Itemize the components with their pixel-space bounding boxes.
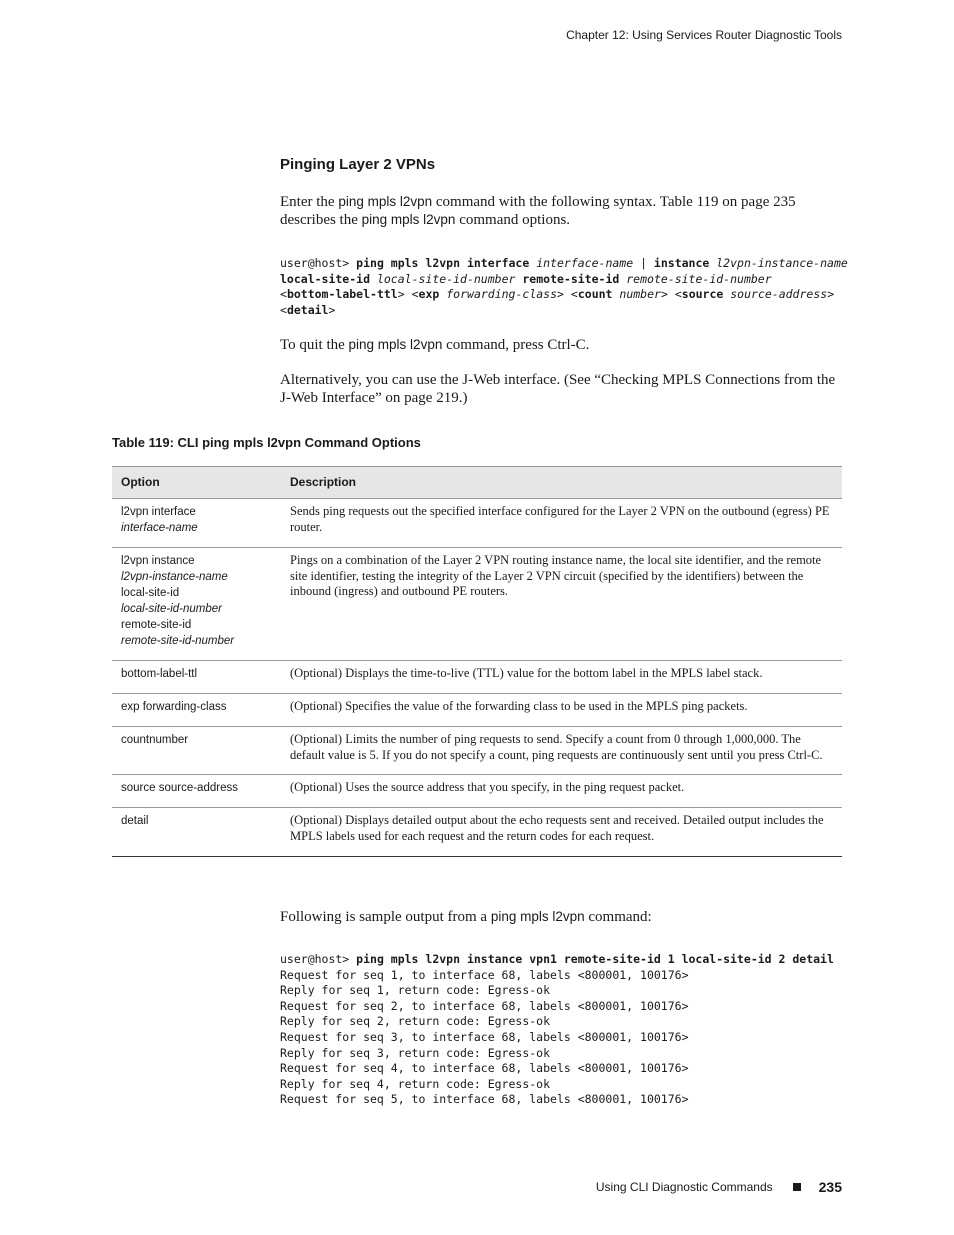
- output-line: Request for seq 4, to interface 68, labels <800001, 100176>: [280, 1061, 689, 1076]
- sample-prefix: Following is sample output from a: [280, 909, 491, 925]
- table-row: [112, 808, 842, 856]
- sample-paragraph: [280, 908, 842, 926]
- option-cell: [112, 694, 281, 727]
- sample-suffix: command:: [584, 909, 652, 925]
- output-line: Reply for seq 3, return code: Egress-ok: [280, 1045, 551, 1060]
- bracket: <: [570, 287, 578, 302]
- output-line: Request for seq 1, to interface 68, labels <800001, 100176>: [280, 967, 689, 982]
- table-row: [112, 548, 842, 661]
- quit-suffix: command, press Ctrl-C.: [442, 337, 590, 353]
- option-cell: [112, 727, 281, 775]
- option-keyword: countnumber: [121, 734, 189, 746]
- quit-command: ping mpls l2vpn: [348, 337, 443, 352]
- option-cell: [112, 548, 281, 661]
- footer-square-icon: [793, 1183, 801, 1191]
- option-cell: [112, 661, 281, 694]
- intro-middle: command with the following syntax. Table 119 on page 235 describes the: [280, 194, 796, 228]
- option-keyword: detail: [121, 815, 149, 828]
- option-keyword: source source-address: [121, 782, 238, 795]
- option-argument: remote-site-id-number: [121, 635, 235, 647]
- syntax-keyword: exp: [418, 287, 440, 302]
- intro-paragraph: [280, 193, 842, 229]
- table-row: [112, 694, 842, 727]
- syntax-keyword: source: [681, 287, 724, 302]
- alternative-paragraph: Alternatively, you can use the J-Web interface. (See “Checking MPLS Connections from the J-Web Interface” on page 219.): [280, 372, 836, 406]
- table-row: [112, 727, 842, 775]
- option-argument: l2vpn-instance-name: [121, 571, 228, 583]
- option-keyword: l2vpn instance: [121, 555, 195, 567]
- option-cell: [112, 775, 281, 808]
- bracket: >: [660, 287, 668, 302]
- table-header-row: [112, 467, 842, 499]
- syntax-argument: local-site-id-number: [376, 271, 516, 286]
- syntax-keyword: count: [577, 287, 613, 302]
- bracket: <: [411, 287, 419, 302]
- syntax-separator: |: [633, 256, 654, 270]
- option-keyword: remote-site-id: [121, 619, 192, 631]
- quit-paragraph: [280, 336, 842, 354]
- syntax-keyword: remote-site-id: [522, 271, 620, 286]
- output-line: Reply for seq 2, return code: Egress-ok: [280, 1014, 551, 1029]
- page-footer: [596, 1179, 842, 1195]
- syntax-argument: l2vpn-instance-name: [716, 256, 848, 270]
- column-header-option: Option: [112, 467, 281, 499]
- syntax-argument: source-address: [730, 287, 828, 302]
- sample-command: ping mpls l2vpn: [490, 909, 585, 924]
- intro-suffix: command options.: [455, 212, 571, 228]
- table-row: [112, 661, 842, 694]
- prompt: user@host>: [280, 952, 357, 966]
- option-keyword: bottom-label-ttl: [121, 668, 198, 680]
- description-cell: (Optional) Uses the source address that you specify, in the ping request packet.: [281, 775, 842, 808]
- bracket: <: [280, 302, 287, 317]
- table-row: [112, 499, 842, 548]
- running-head: Chapter 12: Using Services Router Diagnostic Tools: [566, 28, 842, 42]
- bracket: >: [328, 302, 336, 317]
- description-cell: (Optional) Limits the number of ping requests to send. Specify a count from 0 through 1,000,000. The default value is 5. If you do not specify a count, ping requests are continuously sent until you press Ctrl-C.: [281, 727, 842, 775]
- syntax-keyword: ping mpls l2vpn interface: [356, 256, 530, 270]
- intro-command-2: ping mpls l2vpn: [361, 212, 456, 227]
- options-table: [112, 466, 842, 857]
- bracket: >: [397, 287, 405, 302]
- syntax-argument: forwarding-class: [446, 287, 558, 302]
- description-cell: (Optional) Displays the time-to-live (TTL) value for the bottom label in the MPLS label stack.: [281, 661, 842, 694]
- output-line: Request for seq 5, to interface 68, labels <800001, 100176>: [280, 1092, 689, 1107]
- intro-command: ping mpls l2vpn: [338, 194, 433, 209]
- description-cell: (Optional) Displays detailed output about the echo requests sent and received. Detailed output includes the MPLS labels used for each request and the return codes for each request.: [281, 808, 842, 856]
- syntax-keyword: local-site-id: [280, 271, 371, 286]
- description-cell: (Optional) Specifies the value of the forwarding class to be used in the MPLS ping packets.: [281, 694, 842, 727]
- syntax-block: [280, 256, 850, 318]
- syntax-keyword: instance: [653, 256, 710, 270]
- column-header-description: Description: [281, 467, 842, 499]
- bracket: <: [674, 287, 682, 302]
- output-line: Request for seq 2, to interface 68, labels <800001, 100176>: [280, 998, 689, 1013]
- syntax-keyword: bottom-label-ttl: [286, 287, 398, 302]
- output-line: Request for seq 3, to interface 68, labels <800001, 100176>: [280, 1029, 689, 1044]
- description-cell: Sends ping requests out the specified interface configured for the Layer 2 VPN on the outbound (egress) PE router.: [281, 499, 842, 548]
- bracket: >: [827, 287, 835, 302]
- table-row: [112, 775, 842, 808]
- prompt: user@host>: [280, 256, 357, 270]
- quit-prefix: To quit the: [280, 337, 349, 353]
- option-keyword: l2vpn interface: [121, 506, 196, 518]
- option-keyword: exp forwarding-class: [121, 701, 227, 713]
- page-number: 235: [818, 1179, 842, 1195]
- description-cell: Pings on a combination of the Layer 2 VPN routing instance name, the local site identifier, and the remote site identifier, testing the integrity of the Layer 2 VPN circuit (specified by the identifiers) between the inbound (ingress) and outbound PE routers.: [281, 548, 842, 661]
- option-argument: local-site-id-number: [121, 603, 222, 615]
- table-caption: Table 119: CLI ping mpls l2vpn Command Options: [112, 435, 421, 450]
- sample-output-block: [280, 952, 850, 1108]
- output-line: Reply for seq 1, return code: Egress-ok: [280, 983, 551, 998]
- syntax-argument: interface-name: [536, 256, 634, 270]
- output-command: ping mpls l2vpn instance vpn1 remote-site-id 1 local-site-id 2 detail: [356, 952, 834, 966]
- footer-section: Using CLI Diagnostic Commands: [595, 1180, 773, 1194]
- section-heading: Pinging Layer 2 VPNs: [280, 156, 436, 173]
- syntax-argument: number: [619, 287, 661, 302]
- option-argument: interface-name: [121, 522, 198, 534]
- output-line: Reply for seq 4, return code: Egress-ok: [280, 1076, 551, 1091]
- option-keyword: local-site-id: [121, 587, 180, 599]
- option-cell: [112, 808, 281, 856]
- bracket: >: [557, 287, 564, 302]
- syntax-keyword: detail: [286, 302, 329, 317]
- bracket: <: [280, 287, 287, 302]
- syntax-argument: remote-site-id-number: [626, 271, 772, 286]
- intro-prefix: Enter the: [280, 194, 339, 210]
- option-cell: [112, 499, 281, 548]
